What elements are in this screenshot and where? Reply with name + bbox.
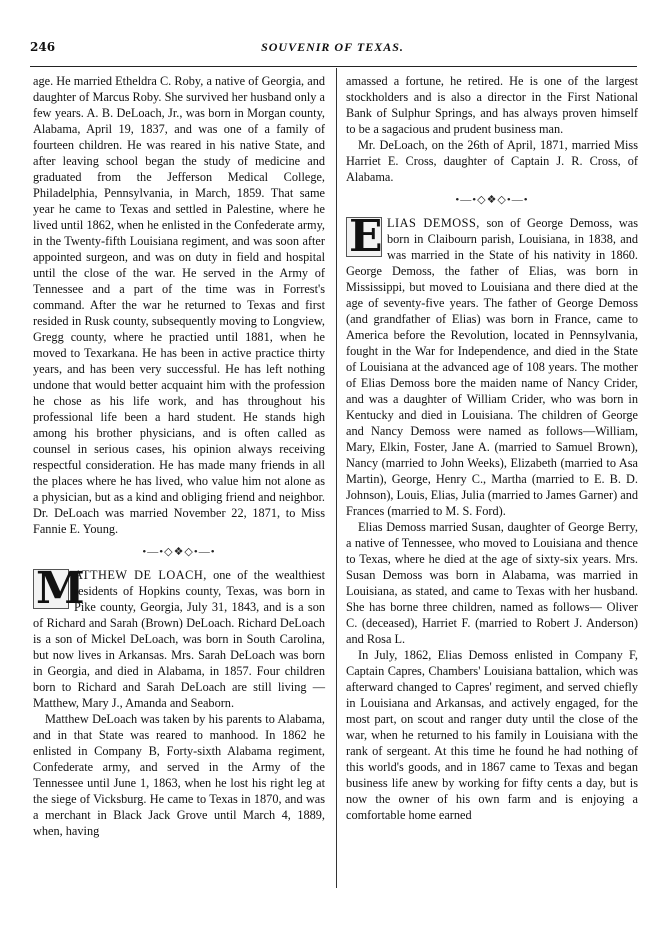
column-divider: [336, 68, 337, 888]
bio-paragraph: Matthew DeLoach was taken by his parents to Alabama, and in that State was reared to manhood. In 1862 he enlisted in Company B, Forty-sixth Alabama regiment, Confederate army, and served in the Army of the Tennessee until June 1, 1863, when he lost his right leg at the siege of Vicksburg. He came to Texas in 1870, and was a merchant in Black Jack Grove until March 4, 1889, when, having: [33, 712, 325, 838]
header-rule: [30, 66, 637, 67]
bio-intro-text: son of George Demoss, was born in Claibourn parish, Louisiana, in 1838, and was married in the State of his nativity in 1860. George Demoss, the father of Elias, was born in Mississippi, but moved to Louisiana and there died at the age of seventy-five years. The father of George Demoss (and grandfather of Elias) was born in France, came to America before the Revolution, located in Pennsylvania, fought in the War for Independence, and died in the State of Louisiana at the advanced age of 108 years. The mother of Elias Demoss bore the maiden name of Nancy Crider, and was a daughter of William Crider, who was born in Kentucky and died in Louisiana. The children of George and Nancy Demoss were named as follows—William, Mary, Elkin, Foster, Jane A. (married to Samuel Brown), Nancy (married to John Weeks), Elizabeth (married to Asa Martin), George, Henry C., Martha (married to E. B. D. Johnson), Louis, Elias, Julia (married to James Garner) and Frances (married to M. S. Ford).: [346, 216, 639, 518]
bio-matthew-deloach-intro: [33, 563, 325, 711]
bio-name-lead: ATTHEW DE LOACH,: [74, 568, 207, 582]
bio-name-lead: LIAS DEMOSS,: [387, 216, 480, 230]
page-header: [30, 40, 635, 56]
page-number: 246: [30, 40, 56, 54]
bio-continuation-paragraph: amassed a fortune, he retired. He is one of the largest stockholders and is also a director in the First National Bank of Sulphur Springs, and has always proven himself to be a sagacious and prudent business man.: [346, 74, 638, 136]
bio-paragraph: Elias Demoss married Susan, daughter of George Berry, a native of Tennessee, who moved to Louisiana and thence to Texas, where he died at the age of sixty-six years. Mrs. Susan Demoss was born in Alabama, was married in Louisiana, as stated, and came to Texas with her husband. She has borne three children, named as follows— Oliver C. (deceased), Harriet F. (married to Robert J. Anderson) and Rosa L.: [346, 520, 638, 646]
right-column: [346, 73, 638, 823]
bio-continuation-paragraph: age. He married Etheldra C. Roby, a native of Georgia, and daughter of Marcus Roby. She survived her husband only a few years. A. B. DeLoach, Jr., was born in Morgan county, Alabama, April 19, 1837, and was one of a family of fourteen children. He was reared in his native State, and after leaving school began the study of medicine and graduated from the Jefferson Medical College, Philadelphia, Pennsylvania, in March, 1859. That same year he came to Texas and settled in Palestine, where he lived until 1862, when he enlisted in the Confederate army, in the Twenty-fifth Louisiana regiment, and was soon after appointed surgeon, and was on duty in field and hospital until the close of the war. He served in the Army of Tennessee and a part of the time was in Forrest's command. After the war he returned to Texas and first resided in Rusk county, subsequently moving to Longview, Gregg county, where he practied until 1881, when he moved to Texarkana. He has been in active practice thirty years, and has been very successful. He has left nothing undone that would better acquaint him with the profession he chose as his life work, and has throughout his professional life been a hard student. He stands high among his brother physicians, and is often called as counsel in serious cases, his opinion always receiving respectful consideration. He has made many friends in all the places where he has lived, who value him not alone as a physician, but as a kind and obliging friend and neighbor. Dr. DeLoach was married November 22, 1871, to Miss Fannie E. Young.: [33, 74, 325, 536]
drop-cap-letter: M: [33, 569, 69, 609]
running-title: SOUVENIR OF TEXAS.: [261, 40, 404, 54]
bio-paragraph: Mr. DeLoach, on the 26th of April, 1871, married Miss Harriet E. Cross, daughter of Captain J. R. Cross, of Alabama.: [346, 138, 638, 184]
bio-elias-demoss-intro: [346, 211, 639, 519]
bio-intro-text: one of the wealthiest residents of Hopkins county, Texas, was born in Pike county, Georgia, July 31, 1843, and is a son of Richard and Sarah (Brown) DeLoach. Richard DeLoach is a son of Mickel DeLoach, was born in South Carolina, but now lives in Arkansas. Mrs. Sarah DeLoach was born in Georgia, and died in Alabama, in 1857. Four children born to Richard and Sarah DeLoach are still living —Matthew, Mary J., Amanda and Seaborn.: [33, 568, 325, 710]
section-ornament: •—•◇❖◇•—•: [142, 546, 216, 558]
section-ornament: •—•◇❖◇•—•: [455, 194, 529, 206]
left-column: [33, 73, 325, 839]
drop-cap-letter: E: [346, 217, 382, 257]
bio-paragraph: In July, 1862, Elias Demoss enlisted in Company F, Captain Capres, Chambers' Louisiana battalion, which was afterward changed to Capres' regiment, and served chiefly in Louisiana and Arkansas, and actively engaged, for the most part, on scout and ranger duty until the close of the war, when he returned to his family in Louisiana with the rank of sergeant. At this time he found he had nothing of this world's goods, and in 1867 came to Texas and began business life anew by working for fifty cents a day, but is now the owner of his own farm and is enjoying a comfortable home earned: [346, 648, 638, 822]
